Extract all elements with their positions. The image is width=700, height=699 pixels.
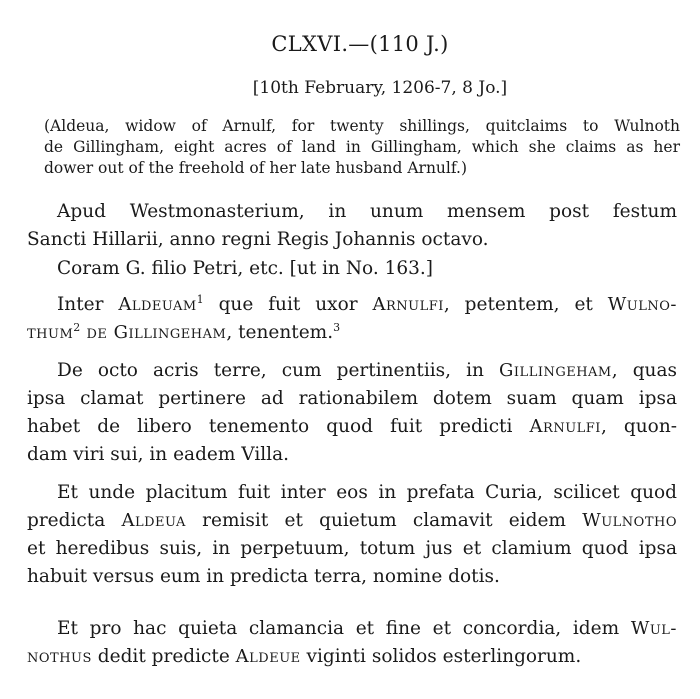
text-line: et heredibus suis, in perpetuum, totum jus et clamium quod ipsa xyxy=(27,538,677,559)
text-fragment: , quas xyxy=(611,360,677,381)
text-line: habuit versus eum in predicta terra, nomine dotis. xyxy=(27,566,500,587)
summary-line: (Aldeua, widow of Arnulf, for twenty shillings, quitclaims to Wulnoth xyxy=(44,117,680,135)
party-name: Aldeue xyxy=(235,646,301,667)
paragraph-coram xyxy=(57,255,677,283)
footnote-marker: 1 xyxy=(196,292,204,306)
text-fragment: , tenentem. xyxy=(226,322,334,343)
party-name: Wul- xyxy=(630,618,677,639)
charter-summary xyxy=(44,116,680,179)
text-fragment: predicta xyxy=(27,510,122,531)
party-name: Wulno- xyxy=(607,294,677,315)
text-fragment: Inter xyxy=(57,294,119,315)
text-line xyxy=(27,357,677,385)
charter-date: [10th February, 1206-7, 8 Jo.] xyxy=(252,78,508,98)
text-fragment: dedit predicte xyxy=(91,646,236,667)
text-fragment: remisit et quietum clamavit eidem xyxy=(185,510,583,531)
text-line xyxy=(27,507,677,535)
text-line: Apud Westmonasterium, in unum mensem post festum xyxy=(57,201,677,222)
text-fragment: , quon- xyxy=(600,416,677,437)
place-name: de Gillingeham xyxy=(80,322,227,343)
paragraph-parties xyxy=(27,291,677,347)
text-line xyxy=(27,413,677,441)
text-line: Coram G. filio Petri, etc. [ut in No. 163.] xyxy=(57,258,434,279)
summary-line: de Gillingham, eight acres of land in Gillingham, which she claims as her xyxy=(44,138,680,156)
paragraph-quitclaim xyxy=(27,479,677,591)
text-fragment: que fuit uxor xyxy=(203,294,373,315)
party-name: nothus xyxy=(27,646,92,667)
text-line: dam viri sui, in eadem Villa. xyxy=(27,444,289,465)
text-fragment: , petentem, et xyxy=(443,294,608,315)
text-fragment: De octo acris terre, cum pertinentiis, in xyxy=(57,360,500,381)
text-line: Sancti Hillarii, anno regni Regis Johannis octavo. xyxy=(27,229,489,250)
summary-line: dower out of the freehold of her late husband Arnulf.) xyxy=(44,159,468,177)
party-name: Wulnotho xyxy=(582,510,677,531)
party-name: Arnulfi xyxy=(529,416,601,437)
footnote-marker: 3 xyxy=(333,320,341,334)
party-name: Arnulfi xyxy=(372,294,444,315)
charter-heading: CLXVI.—(110 J.) xyxy=(271,32,449,56)
text-fragment: viginti solidos esterlingorum. xyxy=(300,646,582,667)
footnote-marker: 2 xyxy=(73,320,81,334)
paragraph-payment xyxy=(27,615,677,671)
paragraph-place-date xyxy=(27,198,677,254)
text-fragment: Et pro hac quieta clamancia et fine et concordia, idem xyxy=(57,618,631,639)
text-line xyxy=(27,319,677,347)
text-line: ipsa clamat pertinere ad rationabilem dotem suam quam ipsa xyxy=(27,388,677,409)
text-line: Et unde placitum fuit inter eos in prefata Curia, scilicet quod xyxy=(57,482,677,503)
text-line xyxy=(27,643,677,671)
party-name: thum xyxy=(27,322,74,343)
place-name: Gillingeham xyxy=(499,360,612,381)
paragraph-land xyxy=(27,357,677,469)
text-line xyxy=(27,615,677,643)
party-name: Aldeuam xyxy=(118,294,197,315)
text-fragment: habet de libero tenemento quod fuit predicti xyxy=(27,416,530,437)
party-name: Aldeua xyxy=(121,510,186,531)
text-line xyxy=(27,291,677,319)
